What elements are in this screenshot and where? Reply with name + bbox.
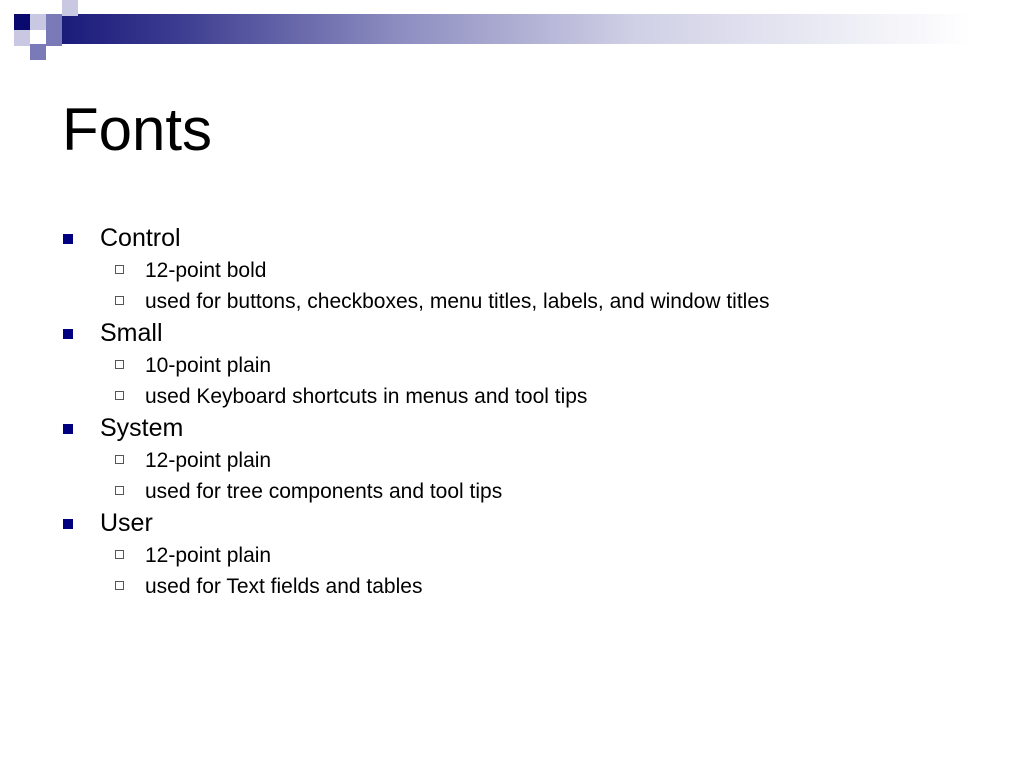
decor-square-light bbox=[62, 0, 78, 16]
sub-list-item-label: used for tree components and tool tips bbox=[145, 480, 503, 503]
decor-square-mid bbox=[46, 14, 62, 30]
hollow-square-bullet-icon bbox=[115, 296, 124, 305]
sub-list-item bbox=[60, 476, 1000, 507]
hollow-square-bullet-icon bbox=[115, 360, 124, 369]
list-item-small bbox=[60, 317, 1000, 412]
list-item-system bbox=[60, 412, 1000, 507]
bullet-list bbox=[60, 222, 1000, 602]
list-item-user bbox=[60, 507, 1000, 602]
decor-square-light bbox=[14, 30, 30, 46]
sub-list-item-label: used for buttons, checkboxes, menu titles, labels, and window titles bbox=[145, 290, 770, 313]
hollow-square-bullet-icon bbox=[115, 550, 124, 559]
sub-list-item bbox=[60, 286, 1000, 317]
hollow-square-bullet-icon bbox=[115, 581, 124, 590]
sub-list-item-label: 12-point bold bbox=[145, 259, 267, 282]
list-item bbox=[60, 412, 1000, 445]
header-gradient-bar bbox=[60, 14, 1020, 44]
list-item-label: System bbox=[100, 414, 184, 442]
hollow-square-bullet-icon bbox=[115, 455, 124, 464]
list-item bbox=[60, 222, 1000, 255]
hollow-square-bullet-icon bbox=[115, 486, 124, 495]
decor-square-dark bbox=[14, 14, 30, 30]
decor-square-mid bbox=[46, 30, 62, 46]
sub-list-item bbox=[60, 571, 1000, 602]
list-item bbox=[60, 507, 1000, 540]
sub-list-item-label: used for Text fields and tables bbox=[145, 575, 423, 598]
decor-square-mid bbox=[30, 44, 46, 60]
sub-list-item bbox=[60, 255, 1000, 286]
hollow-square-bullet-icon bbox=[115, 265, 124, 274]
sub-list-item-label: 12-point plain bbox=[145, 544, 272, 567]
slide-title: Fonts bbox=[62, 96, 213, 163]
list-item-control bbox=[60, 222, 1000, 317]
square-bullet-icon bbox=[63, 234, 73, 244]
square-bullet-icon bbox=[63, 424, 73, 434]
list-item-label: User bbox=[100, 509, 153, 537]
list-item bbox=[60, 317, 1000, 350]
sub-list-item-label: used Keyboard shortcuts in menus and tool tips bbox=[145, 385, 588, 408]
sub-list-item bbox=[60, 445, 1000, 476]
sub-list-item-label: 12-point plain bbox=[145, 449, 272, 472]
square-bullet-icon bbox=[63, 329, 73, 339]
sub-list-item-label: 10-point plain bbox=[145, 354, 272, 377]
hollow-square-bullet-icon bbox=[115, 391, 124, 400]
square-bullet-icon bbox=[63, 519, 73, 529]
sub-list-item bbox=[60, 381, 1000, 412]
decor-square-light bbox=[30, 14, 46, 30]
sub-list-item bbox=[60, 540, 1000, 571]
list-item-label: Small bbox=[100, 319, 163, 347]
list-item-label: Control bbox=[100, 224, 181, 252]
sub-list-item bbox=[60, 350, 1000, 381]
